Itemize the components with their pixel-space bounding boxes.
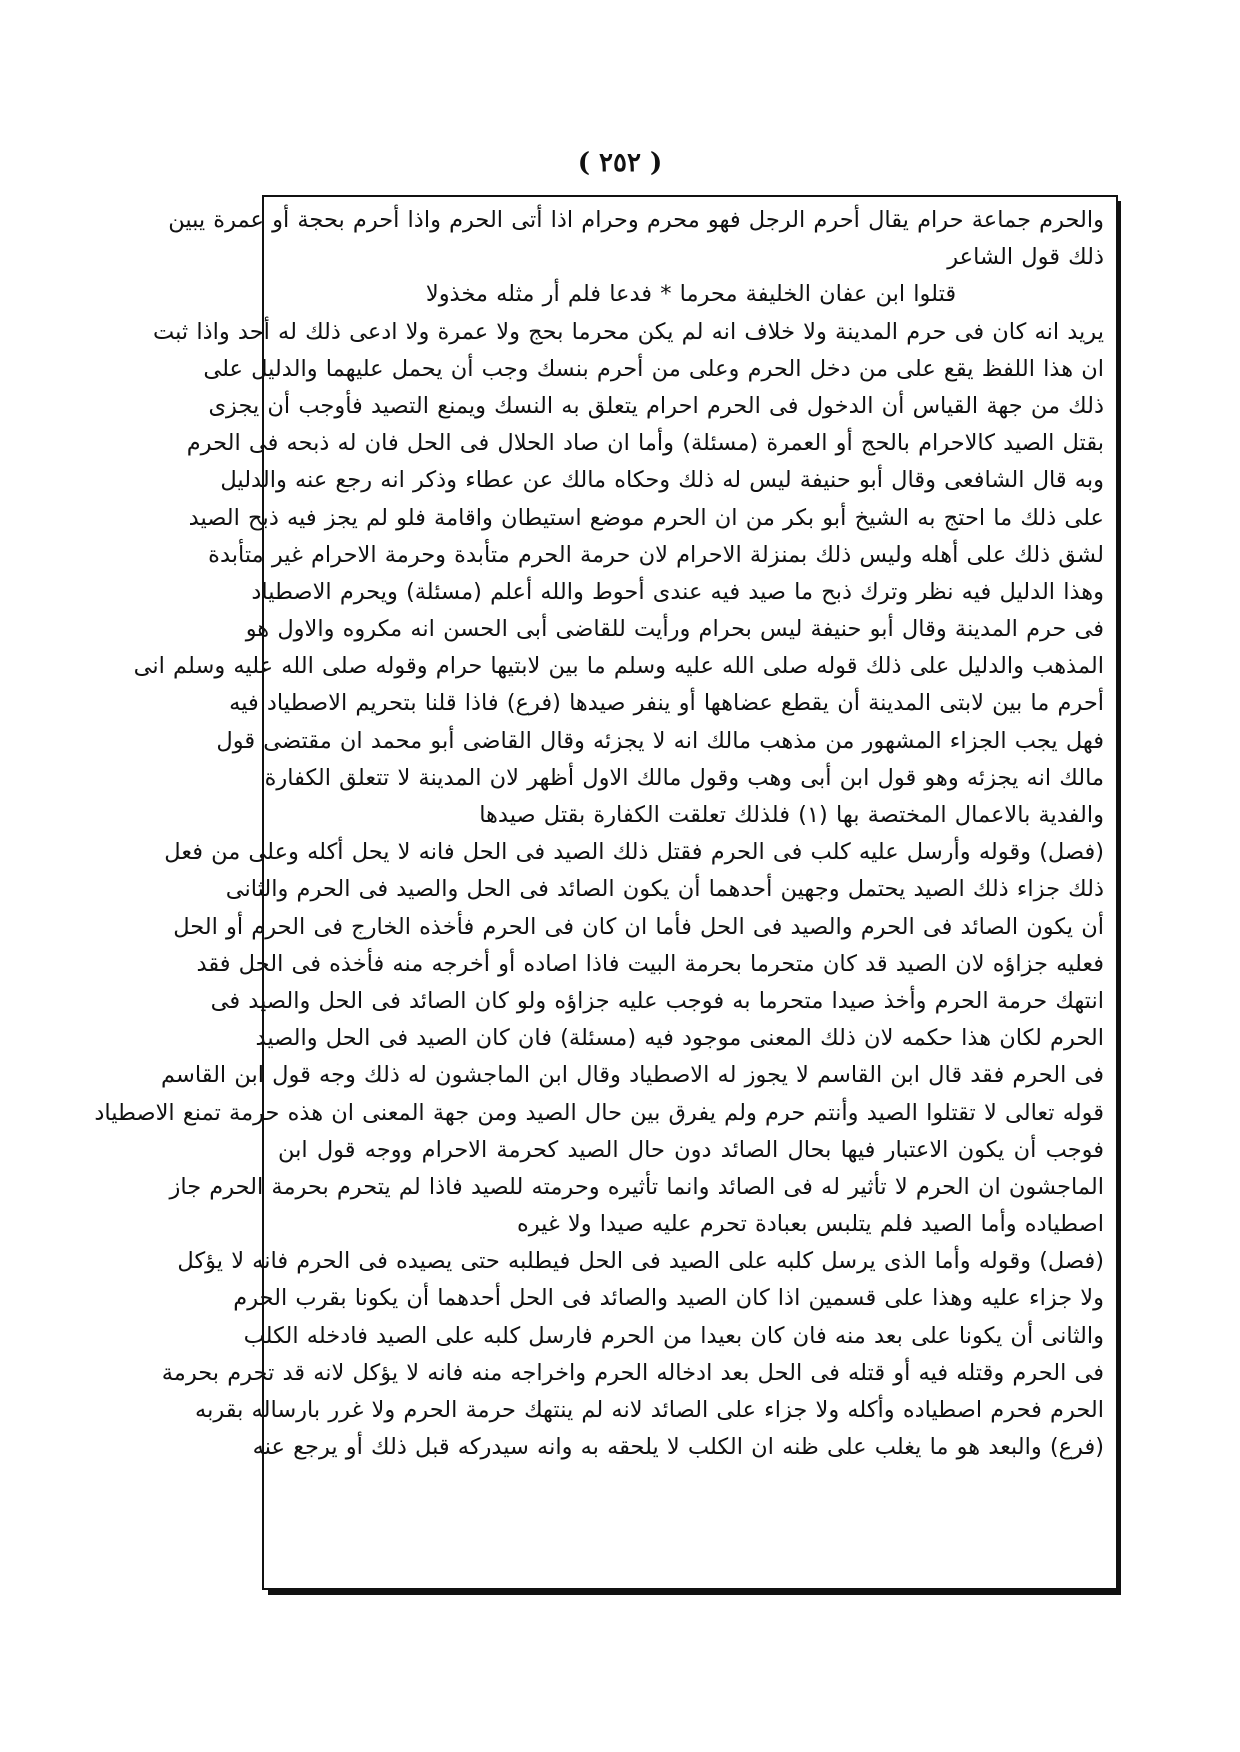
text-line: ان هذا اللفظ يقع على من دخل الحرم وعلى من أحرم بنسك وجب أن يحمل عليهما والدليل على <box>203 355 1104 382</box>
text-line: ولا جزاء عليه وهذا على قسمين اذا كان الصيد والصائد فى الحل أحدهما أن يكونا بقرب الحرم <box>233 1285 1104 1312</box>
text-line: وهذا الدليل فيه نظر وترك ذبح ما صيد فيه عندى أحوط والله أعلم (مسئلة) ويحرم الاصطياد <box>251 578 1104 605</box>
text-line: بقتل الصيد كالاحرام بالحج أو العمرة (مسئلة) وأما ان صاد الحلال فى الحل فان له ذبحه فى الحرم <box>186 430 1104 457</box>
text-line: والثانى أن يكونا على بعد منه فان كان بعيدا من الحرم فارسل كلبه على الصيد فادخله الكلب <box>243 1322 1104 1349</box>
text-line: (فصل) وقوله وأرسل عليه كلب فى الحرم فقتل ذلك الصيد فى الحل فانه لا يحل أكله وعلى من فعل <box>164 839 1104 866</box>
text-line: انتهك حرمة الحرم وأخذ صيدا متحرما به فوجب عليه جزاؤه ولو كان الصائد فى الحل والصيد فى <box>210 987 1104 1014</box>
text-line: يريد انه كان فى حرم المدينة ولا خلاف انه لم يكن محرما بحج ولا عمرة ولا ادعى ذلك له أحد واذا ثبت <box>153 318 1104 345</box>
text-line: فى الحرم فقد قال ابن القاسم لا يجوز له الاصطياد وقال ابن الماجشون له ذلك وجه قول ابن القاسم <box>161 1062 1104 1089</box>
body-text <box>94 202 1104 1466</box>
page-number: ( ٢٥٢ ) <box>577 148 663 178</box>
text-line: وبه قال الشافعى وقال أبو حنيفة ليس له ذلك وحكاه مالك عن عطاء وذكر انه رجع عنه والدليل <box>220 467 1104 494</box>
text-line: على ذلك ما احتج به الشيخ أبو بكر من ان الحرم موضع استيطان واقامة فلو لم يجز فيه ذبح الصيد <box>188 504 1104 531</box>
text-line: فى الحرم وقتله فيه أو قتله فى الحل بعد ادخاله الحرم واخراجه منه فانه لا يؤكل لانه قد تحرم بحرمة <box>161 1359 1104 1386</box>
text-line: لشق ذلك على أهله وليس ذلك بمنزلة الاحرام لان حرمة الحرم متأبدة وحرمة الاحرام غير متأبدة <box>208 541 1104 568</box>
text-line: والفدية بالاعمال المختصة بها (١) فلذلك تعلقت الكفارة بقتل صيدها <box>479 802 1104 828</box>
text-line: أن يكون الصائد فى الحرم والصيد فى الحل فأما ان كان فى الحرم فأخذه الخارج فى الحرم أو الحل <box>173 913 1104 940</box>
text-line: اصطياده وأما الصيد فلم يتلبس بعبادة تحرم عليه صيدا ولا غيره <box>516 1211 1104 1238</box>
text-line: فهل يجب الجزاء المشهور من مذهب مالك انه لا يجزئه وقال القاضى أبو محمد ان مقتضى قول <box>216 727 1104 754</box>
text-line: فى حرم المدينة وقال أبو حنيفة ليس بحرام ورأيت للقاضى أبى الحسن انه مكروه والاول هو <box>245 616 1104 643</box>
text-line: (فرع) والبعد هو ما يغلب على ظنه ان الكلب لا يلحقه به وانه سيدركه قبل ذلك أو يرجع عنه <box>252 1434 1104 1461</box>
text-line: والحرم جماعة حرام يقال أحرم الرجل فهو محرم وحرام اذا أتى الحرم واذا أحرم بحجة أو عمرة يبين <box>168 207 1104 233</box>
text-line: الحرم لكان هذا حكمه لان ذلك المعنى موجود فيه (مسئلة) فان كان الصيد فى الحل والصيد <box>255 1025 1104 1052</box>
text-line: ذلك جزاء ذلك الصيد يحتمل وجهين أحدهما أن يكون الصائد فى الحل والصيد فى الحرم والثانى <box>225 876 1104 903</box>
verse-line: قتلوا ابن عفان الخليفة محرما * فدعا فلم أر مثله مخذولا <box>425 281 957 308</box>
text-line: (فصل) وقوله وأما الذى يرسل كلبه على الصيد فى الحل فيطلبه حتى يصيده فى الحرم فانه لا يؤكل <box>177 1248 1104 1275</box>
text-line: فعليه جزاؤه لان الصيد قد كان متحرما بحرمة البيت فاذا اصاده أو أخرجه منه فأخذه فى الحل فقد <box>196 950 1104 977</box>
text-line: أحرم ما بين لابتى المدينة أن يقطع عضاهها أو ينفر صيدها (فرع) فاذا قلنا بتحريم الاصطياد فيه <box>229 690 1104 717</box>
text-line: ذلك من جهة القياس أن الدخول فى الحرم احرام يتعلق به النسك ويمنع التصيد فأوجب أن يجزى <box>208 392 1104 419</box>
text-line: الحرم فحرم اصطياده وأكله ولا جزاء على الصائد لانه لم ينتهك حرمة الحرم ولا غرر بارساله بقربه <box>195 1397 1104 1423</box>
text-line: المذهب والدليل على ذلك قوله صلى الله عليه وسلم ما بين لابتيها حرام وقوله صلى الله عليه وسلم انى <box>133 653 1104 680</box>
text-line: ذلك قول الشاعر <box>947 244 1104 271</box>
text-line: الماجشون ان الحرم لا تأثير له فى الصائد وانما تأثيره وحرمته للصيد فاذا لم يتحرم بحرمة الحرم جاز <box>169 1173 1104 1200</box>
text-line: قوله تعالى لا تقتلوا الصيد وأنتم حرم ولم يفرق بين حال الصيد ومن جهة المعنى ان هذه حرمة تمنع الاصطياد <box>94 1099 1104 1126</box>
frame-shadow-bottom <box>268 1590 1120 1595</box>
text-line: فوجب أن يكون الاعتبار فيها بحال الصائد دون حال الصيد كحرمة الاحرام ووجه قول ابن <box>278 1136 1104 1163</box>
text-line: مالك انه يجزئه وهو قول ابن أبى وهب وقول مالك الاول أظهر لان المدينة لا تتعلق الكفارة <box>264 764 1104 791</box>
